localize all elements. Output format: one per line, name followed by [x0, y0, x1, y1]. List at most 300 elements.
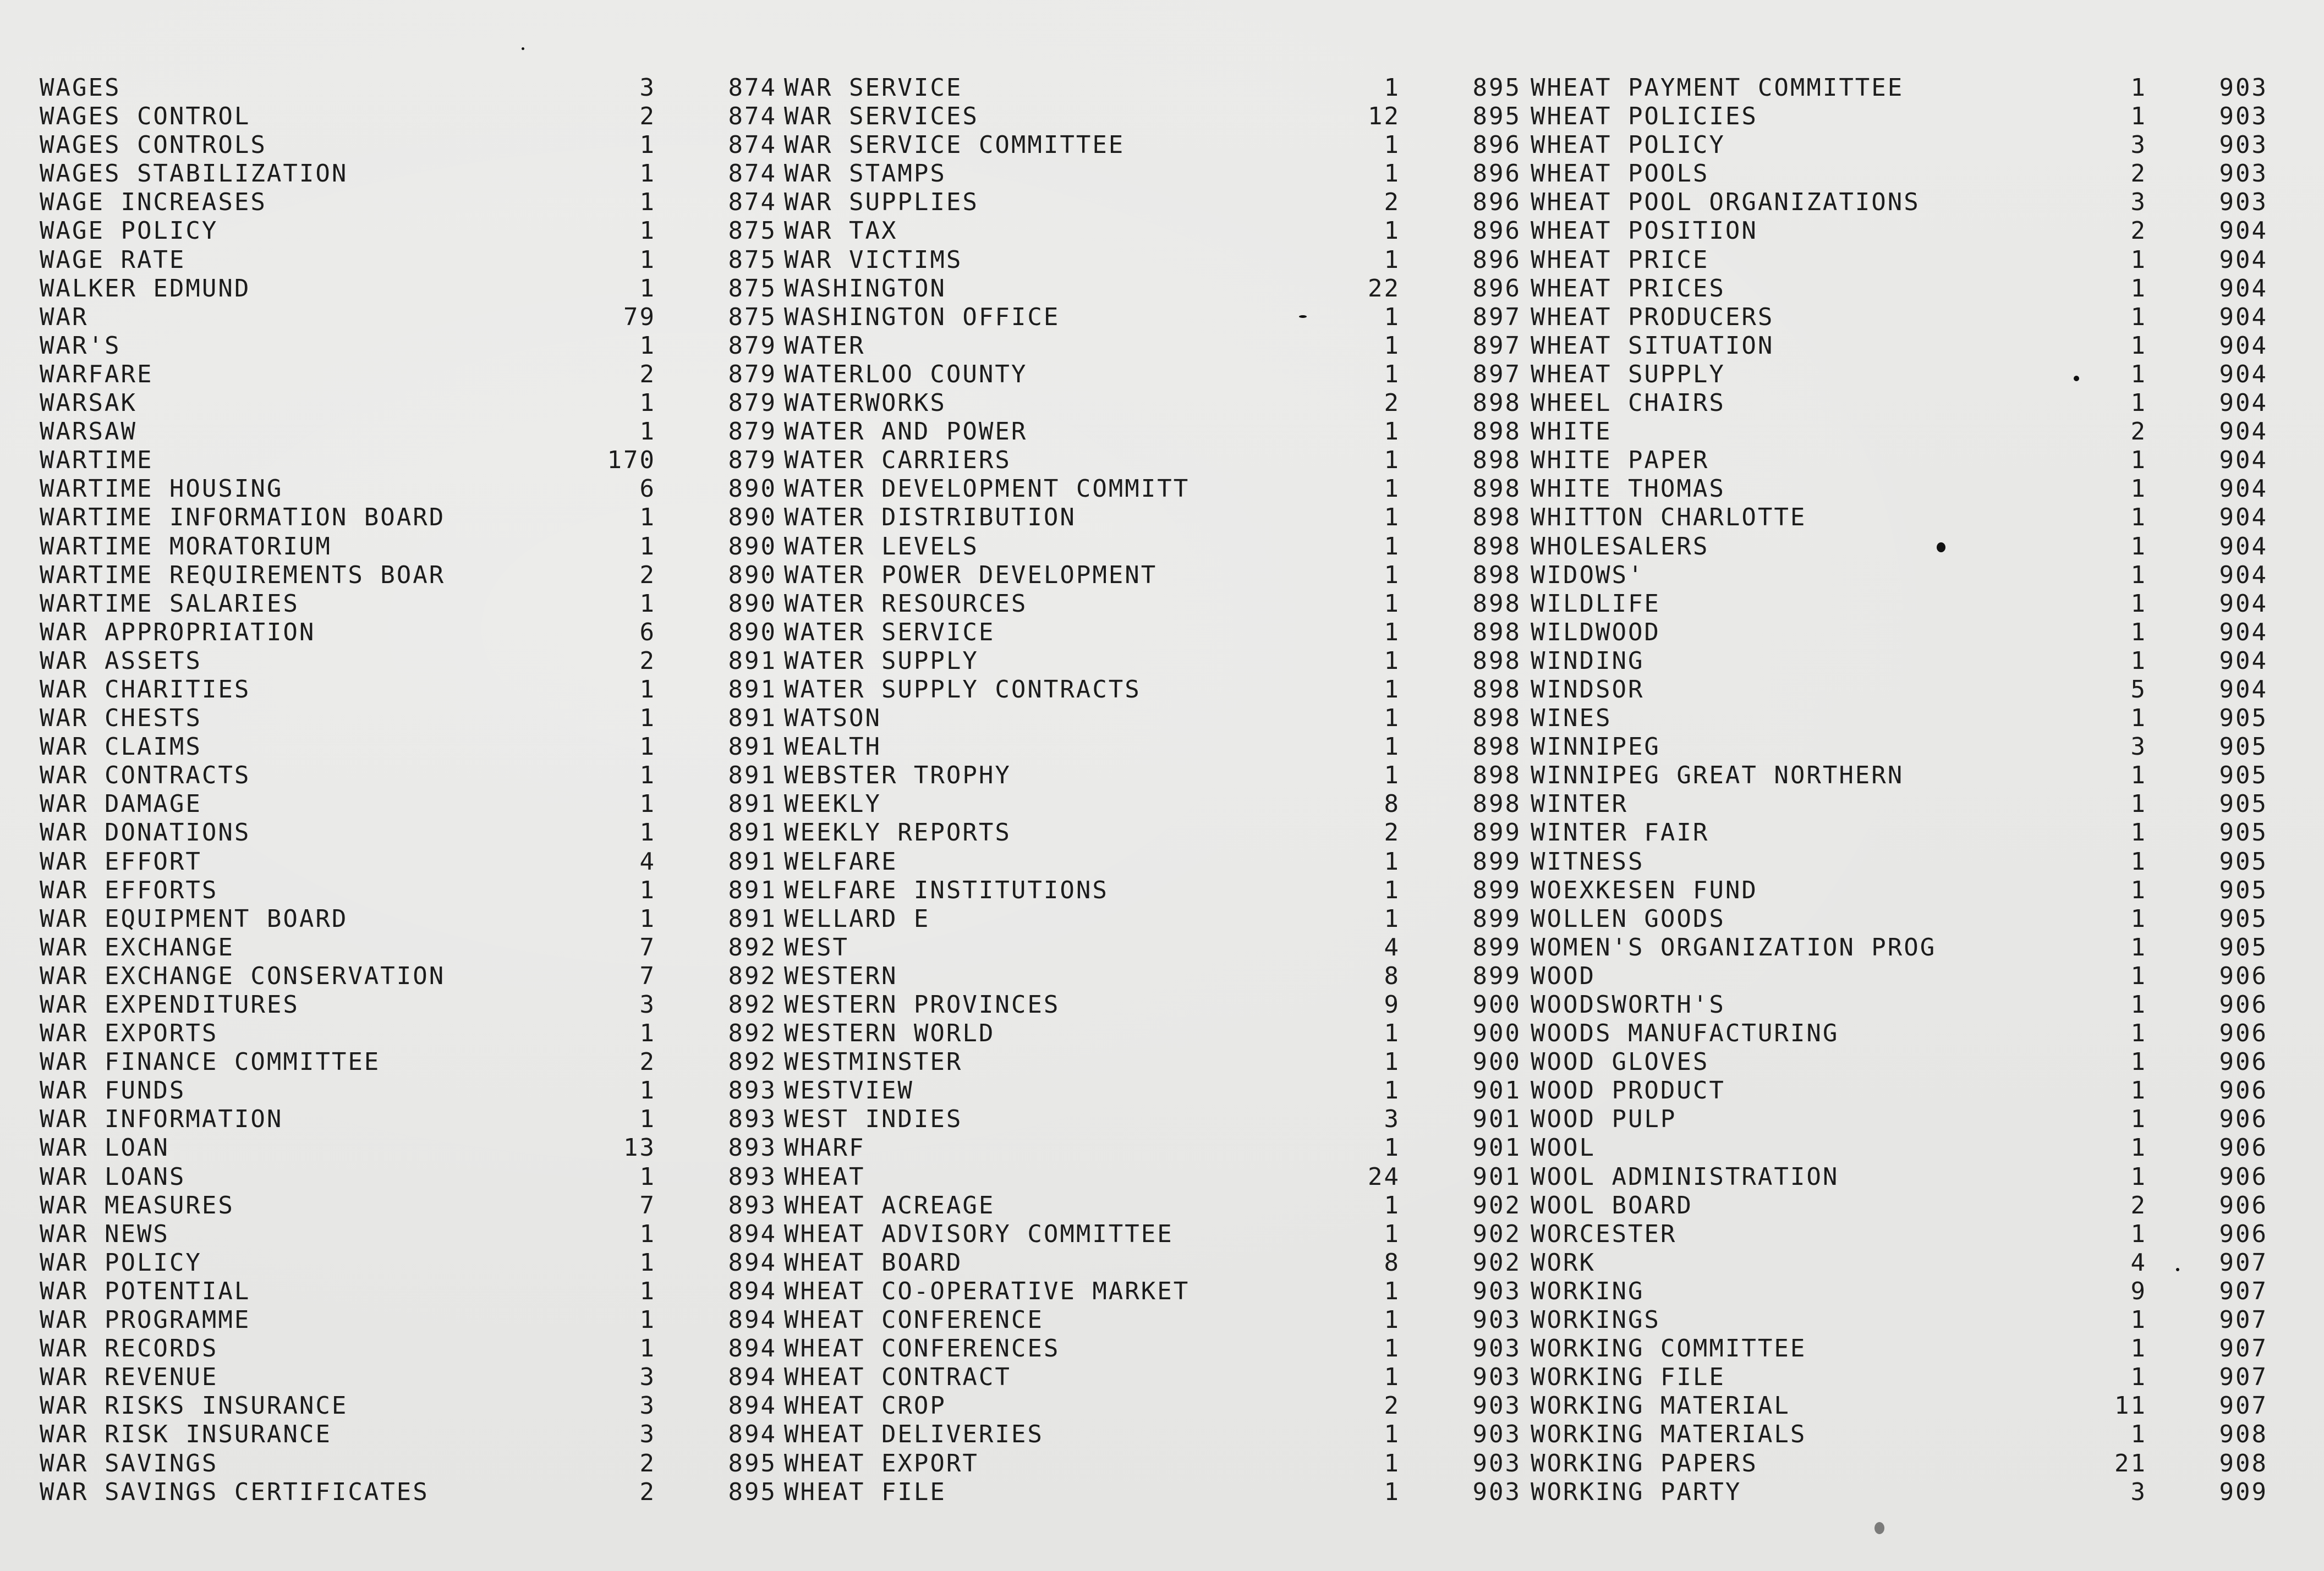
index-term: WATERLOO COUNTY [784, 360, 1028, 388]
reference-count: 1 [1384, 904, 1400, 933]
index-term: WESTERN PROVINCES [784, 991, 1060, 1019]
index-entry [40, 1334, 777, 1363]
index-entry [1531, 1478, 2268, 1507]
page-number: 903 [2219, 188, 2268, 217]
index-entry [1531, 1048, 2268, 1076]
index-term: WORCESTER [1531, 1220, 1677, 1248]
reference-count: 8 [1384, 1248, 1400, 1277]
index-entry [1531, 1019, 2268, 1048]
index-term: WATER DEVELOPMENT COMMITT [784, 475, 1190, 503]
index-term: WHEAT POSITION [1531, 217, 1758, 245]
reference-count: 1 [2130, 1220, 2147, 1248]
reference-count: 1 [2130, 303, 2147, 331]
reference-count: 1 [1384, 675, 1400, 704]
page-number: 874 [728, 131, 777, 160]
index-entry [784, 160, 1521, 188]
reference-count: 1 [639, 904, 656, 933]
reference-count: 1 [2130, 1105, 2147, 1134]
index-term: WAR SERVICE [784, 74, 963, 102]
reference-count: 21 [2114, 1449, 2147, 1477]
index-entry [1531, 1277, 2268, 1306]
index-entry [1531, 1420, 2268, 1449]
page-number: 906 [2219, 962, 2268, 990]
page-number: 898 [1472, 704, 1521, 733]
page-number: 899 [1472, 847, 1521, 876]
page-number: 879 [728, 418, 777, 446]
index-term: WHEAT CROP [784, 1392, 946, 1420]
page-number: 875 [728, 303, 777, 331]
index-term: WHEAT DELIVERIES [784, 1420, 1044, 1449]
reference-count: 1 [1384, 761, 1400, 790]
reference-count: 7 [639, 1191, 656, 1220]
dust-speck [1874, 1522, 1884, 1534]
reference-count: 1 [1384, 303, 1400, 331]
reference-count: 2 [1384, 1392, 1400, 1420]
page-number: 905 [2219, 847, 2268, 876]
reference-count: 2 [2130, 217, 2147, 245]
reference-count: 1 [2130, 1048, 2147, 1076]
page-number: 903 [1472, 1363, 1521, 1392]
index-term: WARTIME SALARIES [40, 589, 299, 618]
index-term: WESTERN WORLD [784, 1019, 995, 1048]
index-term: WILDWOOD [1531, 618, 1660, 646]
index-entry [40, 962, 777, 991]
page-number: 904 [2219, 446, 2268, 475]
index-term: WHEAT PRICES [1531, 274, 1725, 303]
reference-count: 1 [639, 761, 656, 790]
page-number: 898 [1472, 532, 1521, 561]
page-number: 893 [728, 1134, 777, 1162]
index-term: WOLLEN GOODS [1531, 904, 1725, 933]
reference-count: 1 [2130, 876, 2147, 904]
index-entry [784, 418, 1521, 446]
reference-count: 1 [2130, 790, 2147, 819]
index-term: WAR CONTRACTS [40, 761, 251, 790]
index-term: WESTMINSTER [784, 1048, 963, 1076]
reference-count: 1 [639, 418, 656, 446]
page-number: 875 [728, 245, 777, 274]
page-number: 899 [1472, 876, 1521, 904]
index-entry [784, 475, 1521, 503]
index-term: WATER SUPPLY CONTRACTS [784, 675, 1141, 704]
index-term: WORKING COMMITTEE [1531, 1334, 1807, 1363]
index-entry [784, 360, 1521, 389]
index-term: WELFARE [784, 847, 898, 876]
index-entry [784, 933, 1521, 962]
reference-count: 1 [639, 1306, 656, 1334]
index-term: WORKING PAPERS [1531, 1449, 1758, 1477]
index-entry [40, 561, 777, 590]
index-entry [784, 1163, 1521, 1191]
page-number: 879 [728, 446, 777, 475]
index-entry [40, 1134, 777, 1162]
reference-count: 1 [639, 733, 656, 761]
reference-count: 1 [1384, 733, 1400, 761]
page-number: 904 [2219, 274, 2268, 303]
index-term: WARTIME HOUSING [40, 475, 283, 503]
reference-count: 1 [1384, 589, 1400, 618]
index-entry [784, 1420, 1521, 1449]
reference-count: 1 [2130, 389, 2147, 418]
index-term: WOOL ADMINISTRATION [1531, 1162, 1839, 1191]
index-entry [784, 675, 1521, 704]
index-term: WAR [40, 303, 89, 331]
reference-count: 1 [2130, 503, 2147, 532]
reference-count: 1 [1384, 876, 1400, 904]
index-entry [1531, 274, 2268, 303]
index-entry [784, 561, 1521, 590]
reference-count: 1 [639, 389, 656, 418]
page-number: 901 [1472, 1076, 1521, 1105]
reference-count: 3 [1384, 1105, 1400, 1134]
reference-count: 1 [1384, 74, 1400, 102]
page-number: 908 [2219, 1420, 2268, 1449]
page-number: 901 [1472, 1134, 1521, 1162]
reference-count: 1 [1384, 1420, 1400, 1449]
page-number: 899 [1472, 904, 1521, 933]
index-term: WATER RESOURCES [784, 589, 1028, 618]
page-number: 903 [1472, 1420, 1521, 1449]
index-term: WAR'S [40, 331, 121, 360]
index-term: WOOD GLOVES [1531, 1048, 1709, 1076]
index-entry [40, 1105, 777, 1134]
reference-count: 1 [1384, 1220, 1400, 1248]
index-entry [784, 303, 1521, 332]
dust-speck [2074, 376, 2079, 381]
index-entry [784, 188, 1521, 217]
page-number: 891 [728, 704, 777, 733]
reference-count: 1 [1384, 217, 1400, 245]
reference-count: 4 [1384, 933, 1400, 962]
reference-count: 1 [1384, 704, 1400, 733]
page-number: 903 [1472, 1477, 1521, 1506]
index-term: WEEKLY REPORTS [784, 819, 1011, 847]
index-entry [784, 1076, 1521, 1105]
page-number: 903 [1472, 1306, 1521, 1334]
reference-count: 4 [639, 847, 656, 876]
reference-count: 1 [1384, 1277, 1400, 1305]
index-term: WINNIPEG [1531, 733, 1660, 761]
reference-count: 1 [2130, 847, 2147, 876]
index-term: WATERWORKS [784, 389, 946, 418]
page-number: 906 [2219, 1048, 2268, 1076]
index-term: WHEAT CONTRACT [784, 1363, 1011, 1392]
reference-count: 1 [2130, 561, 2147, 589]
index-term: WATER SERVICE [784, 618, 995, 646]
index-entry [1531, 1163, 2268, 1191]
index-entry [40, 1277, 777, 1306]
page-number: 879 [728, 360, 777, 388]
page-number: 891 [728, 904, 777, 933]
index-entry [1531, 675, 2268, 704]
page-number: 898 [1472, 475, 1521, 503]
index-entry [40, 733, 777, 761]
index-entry [1531, 761, 2268, 790]
index-entry [784, 618, 1521, 647]
index-term: WAGE POLICY [40, 217, 218, 245]
page-number: 905 [2219, 704, 2268, 733]
reference-count: 13 [623, 1134, 656, 1162]
index-entry [1531, 389, 2268, 418]
reference-count: 1 [2130, 532, 2147, 561]
index-entry [784, 503, 1521, 532]
reference-count: 12 [1368, 102, 1400, 131]
reference-count: 1 [2130, 331, 2147, 360]
reference-count: 3 [639, 1392, 656, 1420]
page-number: 905 [2219, 933, 2268, 962]
index-entry [1531, 532, 2268, 561]
reference-count: 1 [1384, 1334, 1400, 1363]
page-number: 891 [728, 876, 777, 904]
index-term: WAR EXCHANGE CONSERVATION [40, 962, 446, 990]
index-term: WINTER [1531, 790, 1628, 819]
reference-count: 1 [2130, 618, 2147, 646]
index-entry [40, 1449, 777, 1478]
index-entry [40, 446, 777, 475]
index-term: WAR CHESTS [40, 704, 202, 733]
reference-count: 1 [639, 274, 656, 303]
index-term: WATER [784, 331, 865, 360]
reference-count: 7 [639, 962, 656, 990]
index-term: WAR FINANCE COMMITTEE [40, 1048, 381, 1076]
dust-speck [2176, 1268, 2179, 1271]
index-term: WHEAT EXPORT [784, 1449, 979, 1477]
index-term: WHEAT PRICE [1531, 245, 1709, 274]
page-number: 890 [728, 618, 777, 646]
page-number: 904 [2219, 561, 2268, 589]
index-term: WHITE THOMAS [1531, 475, 1725, 503]
index-term: WATER AND POWER [784, 418, 1028, 446]
index-term: WAR TAX [784, 217, 898, 245]
index-entry [784, 1134, 1521, 1162]
index-entry [40, 1019, 777, 1048]
index-term: WAR STAMPS [784, 160, 946, 188]
reference-count: 1 [639, 1334, 656, 1363]
index-term: WARTIME [40, 446, 154, 475]
index-entry [1531, 1105, 2268, 1134]
reference-count: 2 [1384, 389, 1400, 418]
index-term: WILDLIFE [1531, 589, 1660, 618]
page-number: 879 [728, 389, 777, 418]
page-number: 879 [728, 331, 777, 360]
index-term: WAR REVENUE [40, 1363, 218, 1392]
index-term: WHEAT CONFERENCE [784, 1306, 1044, 1334]
reference-count: 1 [639, 131, 656, 160]
index-term: WAR RECORDS [40, 1334, 218, 1363]
page-number: 890 [728, 503, 777, 532]
index-entry [40, 933, 777, 962]
index-term: WAR EFFORT [40, 847, 202, 876]
reference-count: 2 [639, 102, 656, 131]
page-number: 892 [728, 962, 777, 990]
reference-count: 1 [1384, 360, 1400, 388]
reference-count: 1 [1384, 1019, 1400, 1048]
page-number: 894 [728, 1363, 777, 1392]
reference-count: 1 [2130, 1162, 2147, 1191]
reference-count: 2 [639, 1048, 656, 1076]
index-entry [784, 532, 1521, 561]
index-entry [40, 532, 777, 561]
reference-count: 1 [2130, 962, 2147, 990]
reference-count: 1 [639, 819, 656, 847]
index-term: WEEKLY [784, 790, 881, 819]
page-number: 900 [1472, 1048, 1521, 1076]
index-term: WORKING MATERIAL [1531, 1392, 1790, 1420]
index-term: WHARF [784, 1134, 865, 1162]
index-term: WORKING MATERIALS [1531, 1420, 1807, 1449]
index-entry [784, 1392, 1521, 1420]
dust-speck [522, 47, 524, 50]
index-entry [784, 761, 1521, 790]
page-number: 896 [1472, 245, 1521, 274]
index-term: WINES [1531, 704, 1612, 733]
index-term: WAR SERVICES [784, 102, 979, 131]
index-entry [40, 1048, 777, 1076]
index-term: WAGES CONTROL [40, 102, 251, 131]
reference-count: 2 [1384, 188, 1400, 217]
reference-count: 1 [1384, 847, 1400, 876]
index-term: WAR ASSETS [40, 646, 202, 675]
reference-count: 1 [2130, 74, 2147, 102]
reference-count: 2 [2130, 160, 2147, 188]
index-term: WIDOWS' [1531, 561, 1645, 589]
page-number: 894 [728, 1248, 777, 1277]
index-entry [40, 1478, 777, 1507]
index-entry [784, 905, 1521, 933]
index-entry [784, 848, 1521, 876]
index-entry [784, 1249, 1521, 1277]
page-number: 904 [2219, 245, 2268, 274]
index-term: WAGES [40, 74, 121, 102]
index-entry [1531, 561, 2268, 590]
index-entry [40, 160, 777, 188]
reference-count: 3 [639, 1420, 656, 1449]
page-number: 890 [728, 561, 777, 589]
index-entry [1531, 819, 2268, 847]
page-number: 902 [1472, 1191, 1521, 1220]
reference-count: 1 [1384, 446, 1400, 475]
index-entry [1531, 74, 2268, 102]
page-number: 896 [1472, 188, 1521, 217]
reference-count: 3 [2130, 733, 2147, 761]
index-term: WAR PROGRAMME [40, 1306, 251, 1334]
index-term: WORKING PARTY [1531, 1477, 1742, 1506]
index-term: WHITE PAPER [1531, 446, 1709, 475]
page-number: 890 [728, 532, 777, 561]
page-number: 897 [1472, 331, 1521, 360]
index-term: WHITE [1531, 418, 1612, 446]
reference-count: 3 [2130, 188, 2147, 217]
page-number: 892 [728, 933, 777, 962]
index-entry [784, 790, 1521, 819]
page-number: 896 [1472, 217, 1521, 245]
reference-count: 1 [2130, 761, 2147, 790]
index-term: WHEAT [784, 1162, 865, 1191]
page-number: 893 [728, 1162, 777, 1191]
index-term: WAR INFORMATION [40, 1105, 283, 1134]
page-number: 874 [728, 74, 777, 102]
index-entry [784, 332, 1521, 360]
reference-count: 1 [639, 160, 656, 188]
index-entry [1531, 933, 2268, 962]
index-term: WHEAT PAYMENT COMMITTEE [1531, 74, 1904, 102]
page-number: 893 [728, 1191, 777, 1220]
reference-count: 1 [639, 1105, 656, 1134]
index-entry [1531, 618, 2268, 647]
index-entry [784, 1449, 1521, 1478]
index-term: WAR EQUIPMENT BOARD [40, 904, 348, 933]
index-entry [784, 217, 1521, 245]
reference-count: 1 [639, 1162, 656, 1191]
reference-count: 4 [2130, 1248, 2147, 1277]
page-number: 898 [1472, 733, 1521, 761]
index-term: WHOLESALERS [1531, 532, 1709, 561]
index-term: WESTERN [784, 962, 898, 990]
reference-count: 1 [2130, 933, 2147, 962]
index-entry [1531, 1076, 2268, 1105]
reference-count: 1 [2130, 446, 2147, 475]
reference-count: 1 [2130, 819, 2147, 847]
index-term: WAR SUPPLIES [784, 188, 979, 217]
page-number: 906 [2219, 1105, 2268, 1134]
page-number: 901 [1472, 1105, 1521, 1134]
page-number: 898 [1472, 503, 1521, 532]
reference-count: 1 [2130, 102, 2147, 131]
index-entry [40, 1420, 777, 1449]
index-term: WEST INDIES [784, 1105, 963, 1134]
page-number: 904 [2219, 217, 2268, 245]
page-number: 895 [728, 1449, 777, 1477]
page-number: 894 [728, 1220, 777, 1248]
page-number: 898 [1472, 790, 1521, 819]
index-term: WHEAT ACREAGE [784, 1191, 995, 1220]
index-entry [1531, 102, 2268, 131]
index-term: WOODS MANUFACTURING [1531, 1019, 1839, 1048]
reference-count: 1 [639, 704, 656, 733]
page-number: 903 [1472, 1334, 1521, 1363]
page-number: 902 [1472, 1248, 1521, 1277]
index-column-2 [784, 74, 1521, 1507]
page-number: 874 [728, 188, 777, 217]
page-number: 891 [728, 790, 777, 819]
index-term: WASHINGTON OFFICE [784, 303, 1060, 331]
index-term: WHEAT SUPPLY [1531, 360, 1725, 388]
reference-count: 8 [1384, 962, 1400, 990]
reference-count: 6 [639, 475, 656, 503]
reference-count: 2 [639, 1449, 656, 1477]
index-term: WAR SAVINGS CERTIFICATES [40, 1477, 429, 1506]
index-entry [1531, 962, 2268, 991]
reference-count: 1 [2130, 1363, 2147, 1392]
dust-speck [1937, 542, 1945, 552]
page-number: 874 [728, 160, 777, 188]
index-term: WAR SAVINGS [40, 1449, 218, 1477]
reference-count: 9 [1384, 991, 1400, 1019]
reference-count: 1 [1384, 561, 1400, 589]
index-entry [784, 590, 1521, 618]
page-number: 891 [728, 646, 777, 675]
index-term: WEALTH [784, 733, 881, 761]
index-term: WAR POTENTIAL [40, 1277, 251, 1305]
page-number: 905 [2219, 819, 2268, 847]
reference-count: 1 [639, 1019, 656, 1048]
index-term: WOOD [1531, 962, 1596, 990]
page-number: 900 [1472, 1019, 1521, 1048]
page-number: 874 [728, 102, 777, 131]
index-entry [40, 217, 777, 245]
page-number: 890 [728, 475, 777, 503]
reference-count: 3 [639, 74, 656, 102]
